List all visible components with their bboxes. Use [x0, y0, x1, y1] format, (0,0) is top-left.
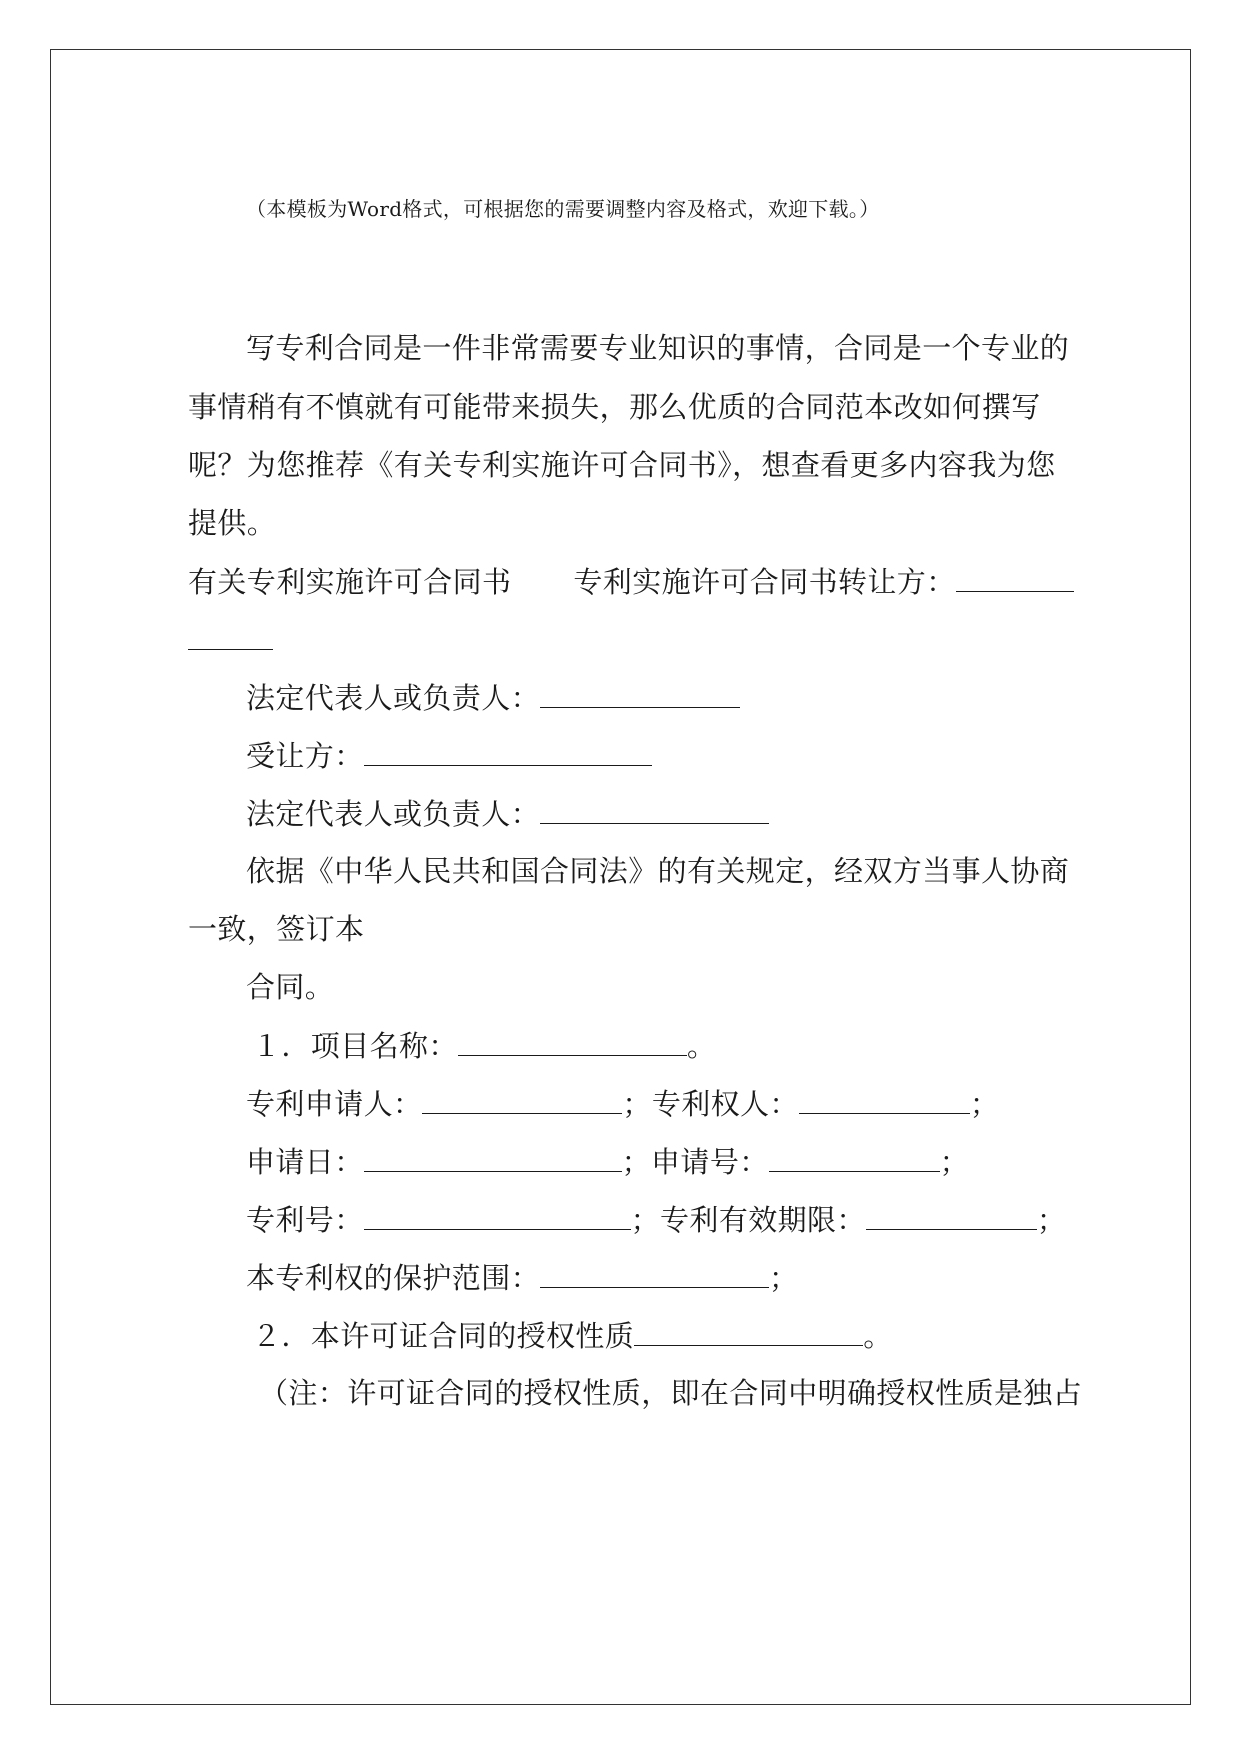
transferor-blank-continuation[interactable] — [188, 619, 273, 650]
application-number-label: 申请号： — [651, 1145, 769, 1179]
transferee-label: 受让方： — [246, 739, 364, 773]
transferee-blank[interactable] — [364, 735, 652, 766]
holder-blank[interactable] — [799, 1083, 970, 1114]
patent-line-sep: ； — [630, 1203, 661, 1237]
patent-line — [246, 1199, 1066, 1240]
item-2-line — [252, 1315, 893, 1356]
item-2-label: ２．本许可证合同的授权性质 — [252, 1319, 635, 1353]
representative-line-1 — [246, 677, 740, 718]
date-line — [246, 1141, 969, 1182]
representative-label-1: 法定代表人或负责人： — [246, 681, 541, 715]
applicant-line — [246, 1083, 999, 1124]
representative-label-2: 法定代表人或负责人： — [246, 797, 541, 831]
scope-end: ； — [769, 1261, 799, 1295]
basis-line-1: 依据《中华人民共和国合同法》的有关规定，经双方当事人协商 — [246, 854, 1070, 888]
transferee-line — [246, 735, 652, 776]
application-number-blank[interactable] — [769, 1141, 940, 1172]
applicant-label: 专利申请人： — [246, 1087, 423, 1121]
project-name-blank[interactable] — [458, 1025, 687, 1056]
representative-line-2 — [246, 793, 769, 834]
validity-label: 专利有效期限： — [660, 1203, 866, 1237]
representative-blank-2[interactable] — [540, 793, 769, 824]
intro-line-2: 事情稍有不慎就有可能带来损失，那么优质的合同范本改如何撰写 — [188, 390, 1041, 424]
validity-blank[interactable] — [866, 1199, 1037, 1230]
applicant-sep: ； — [622, 1087, 652, 1121]
contract-title: 有关专利实施许可合同书 — [188, 565, 512, 599]
item-1-end: 。 — [686, 1029, 717, 1063]
date-line-end: ； — [939, 1145, 970, 1179]
transferor-label: 专利实施许可合同书转让方： — [573, 565, 956, 599]
license-nature-blank[interactable] — [634, 1315, 863, 1346]
date-line-sep: ； — [621, 1145, 652, 1179]
patent-number-label: 专利号： — [246, 1203, 364, 1237]
title-line — [188, 561, 1074, 602]
patent-line-end: ； — [1036, 1203, 1067, 1237]
scope-label: 本专利权的保护范围： — [246, 1261, 541, 1295]
applicant-line-end: ； — [969, 1087, 1000, 1121]
scope-line — [246, 1257, 798, 1298]
note-line: （注：许可证合同的授权性质，即在合同中明确授权性质是独占 — [259, 1376, 1083, 1410]
applicant-blank[interactable] — [422, 1083, 622, 1114]
application-date-blank[interactable] — [364, 1141, 622, 1172]
item-1-line — [252, 1025, 716, 1066]
item-1-label: １．项目名称： — [252, 1029, 458, 1063]
item-2-end: 。 — [863, 1319, 893, 1353]
intro-line-3: 呢？为您推荐《有关专利实施许可合同书》，想查看更多内容我为您 — [188, 448, 1056, 482]
application-date-label: 申请日： — [246, 1145, 364, 1179]
basis-line-2: 一致，签订本 — [188, 912, 365, 946]
basis-line-3: 合同。 — [246, 970, 335, 1004]
intro-line-1: 写专利合同是一件非常需要专业知识的事情，合同是一个专业的 — [246, 331, 1070, 365]
template-notice: （本模板为Word格式，可根据您的需要调整内容及格式，欢迎下载。） — [246, 197, 880, 221]
transferor-blank[interactable] — [956, 561, 1074, 592]
scope-blank[interactable] — [540, 1257, 769, 1288]
patent-number-blank[interactable] — [364, 1199, 631, 1230]
holder-label: 专利权人： — [651, 1087, 799, 1121]
intro-line-4: 提供。 — [188, 506, 277, 540]
representative-blank-1[interactable] — [540, 677, 740, 708]
transferor-blank-continuation-line — [188, 619, 273, 660]
